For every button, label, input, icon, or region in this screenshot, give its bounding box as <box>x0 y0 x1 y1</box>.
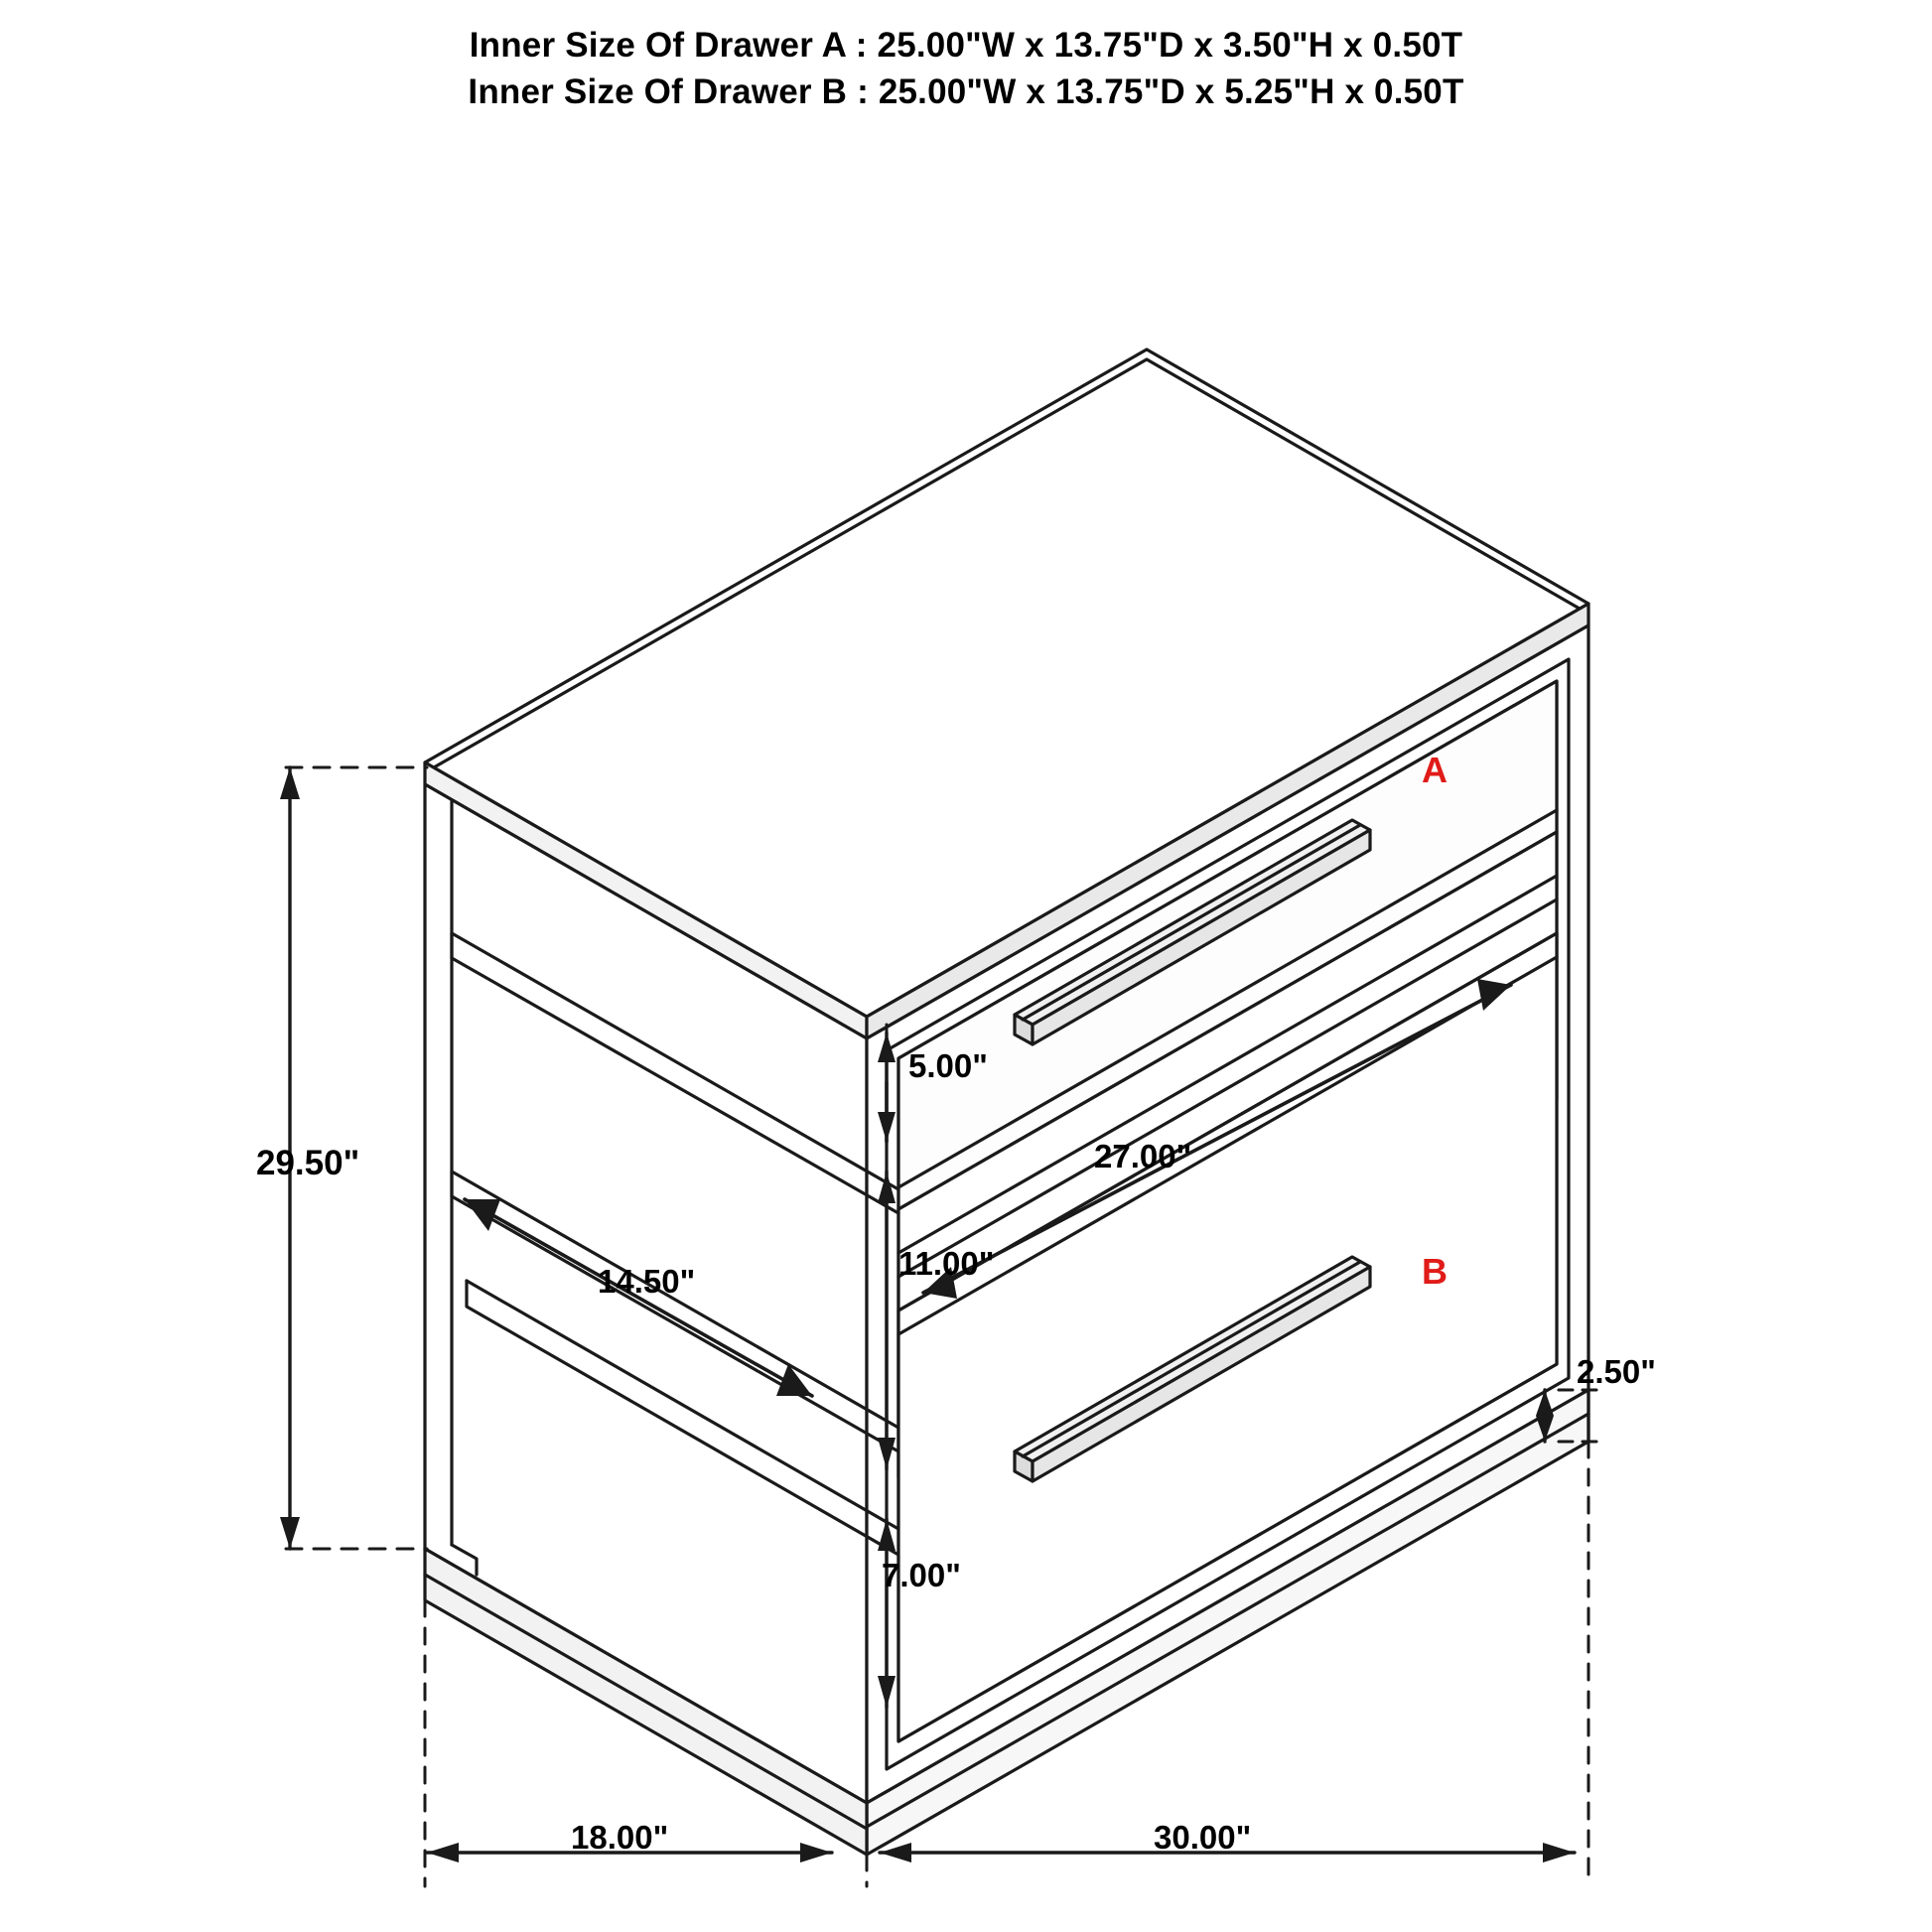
lower-height-label: 7.00" <box>882 1557 961 1593</box>
drawer-b-label: B <box>1422 1251 1448 1292</box>
depth-label: 18.00" <box>571 1819 669 1856</box>
drawer-a-inner-size-text: Inner Size Of Drawer A : 25.00"W x 13.75"D x 3.50"H x 0.50T <box>469 26 1463 65</box>
base-height-label: 2.50" <box>1577 1353 1656 1390</box>
drawer-b-inner-size-text: Inner Size Of Drawer B : 25.00"W x 13.75"D x 5.25"H x 0.50T <box>468 72 1464 111</box>
drawer-a-opening-label: 5.00" <box>908 1047 988 1084</box>
drawer-a-label: A <box>1422 750 1448 790</box>
width-label: 30.00" <box>1154 1819 1252 1856</box>
inner-depth-label: 14.50" <box>598 1263 696 1300</box>
middle-height-label: 11.00" <box>898 1245 995 1282</box>
inner-width-label: 27.00" <box>1094 1138 1192 1174</box>
overall-height-label: 29.50" <box>256 1144 360 1182</box>
